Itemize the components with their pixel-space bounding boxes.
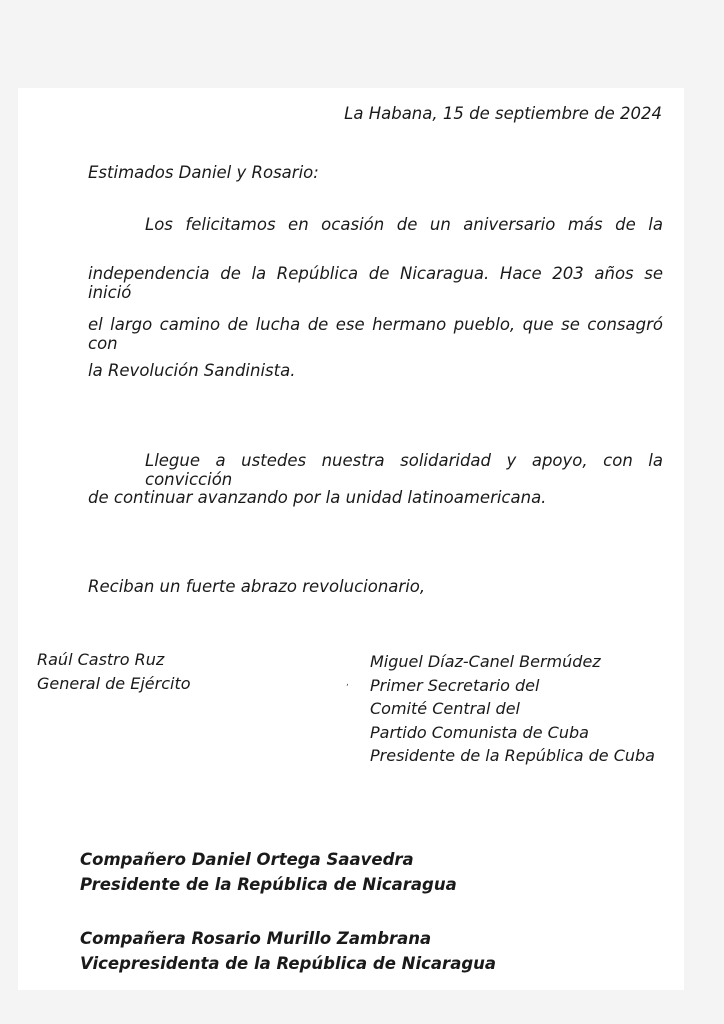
- recipient-title: Vicepresidenta de la República de Nicaragua: [80, 954, 497, 973]
- signatory-right-title-1: Primer Secretario del: [370, 675, 540, 695]
- recipient-name: Compañera Rosario Murillo Zambrana: [80, 929, 432, 948]
- signatory-right: [370, 650, 655, 768]
- signatory-right-title-4: Presidente de la República de Cuba: [370, 746, 655, 765]
- signatory-right-name: Miguel Díaz-Canel Bermúdez: [370, 652, 601, 671]
- salutation: Estimados Daniel y Rosario:: [88, 163, 319, 182]
- paragraph-2-line-2: de continuar avanzando por la unidad latinoamericana.: [88, 488, 547, 507]
- letter-date: La Habana, 15 de septiembre de 2024: [344, 104, 662, 123]
- recipient-block: [80, 926, 496, 976]
- signatory-left: [37, 648, 191, 695]
- paragraph-1-line-2: independencia de la República de Nicaragua. Hace 203 años se inició: [88, 264, 663, 302]
- recipient-title: Presidente de la República de Nicaragua: [80, 875, 457, 894]
- paragraph-1-line-3: el largo camino de lucha de ese hermano pueblo, que se consagró con: [88, 315, 663, 353]
- recipient-block: [80, 847, 457, 897]
- paragraph-1-line-4: la Revolución Sandinista.: [88, 361, 296, 380]
- signatory-left-name: Raúl Castro Ruz: [37, 650, 165, 669]
- signatory-right-title-2: Comité Central del: [370, 699, 520, 718]
- closing-line: Reciban un fuerte abrazo revolucionario,: [88, 577, 426, 596]
- signatory-right-title-3: Partido Comunista de Cuba: [370, 722, 589, 742]
- paragraph-2-line-1: Llegue a ustedes nuestra solidaridad y apoyo, con la convicción: [145, 451, 663, 489]
- ink-dot: ,: [346, 678, 349, 688]
- recipient-name: Compañero Daniel Ortega Saavedra: [80, 850, 414, 869]
- paragraph-1-line-1: Los felicitamos en ocasión de un aniversario más de la: [145, 215, 663, 234]
- signatory-left-title: General de Ejército: [37, 673, 191, 693]
